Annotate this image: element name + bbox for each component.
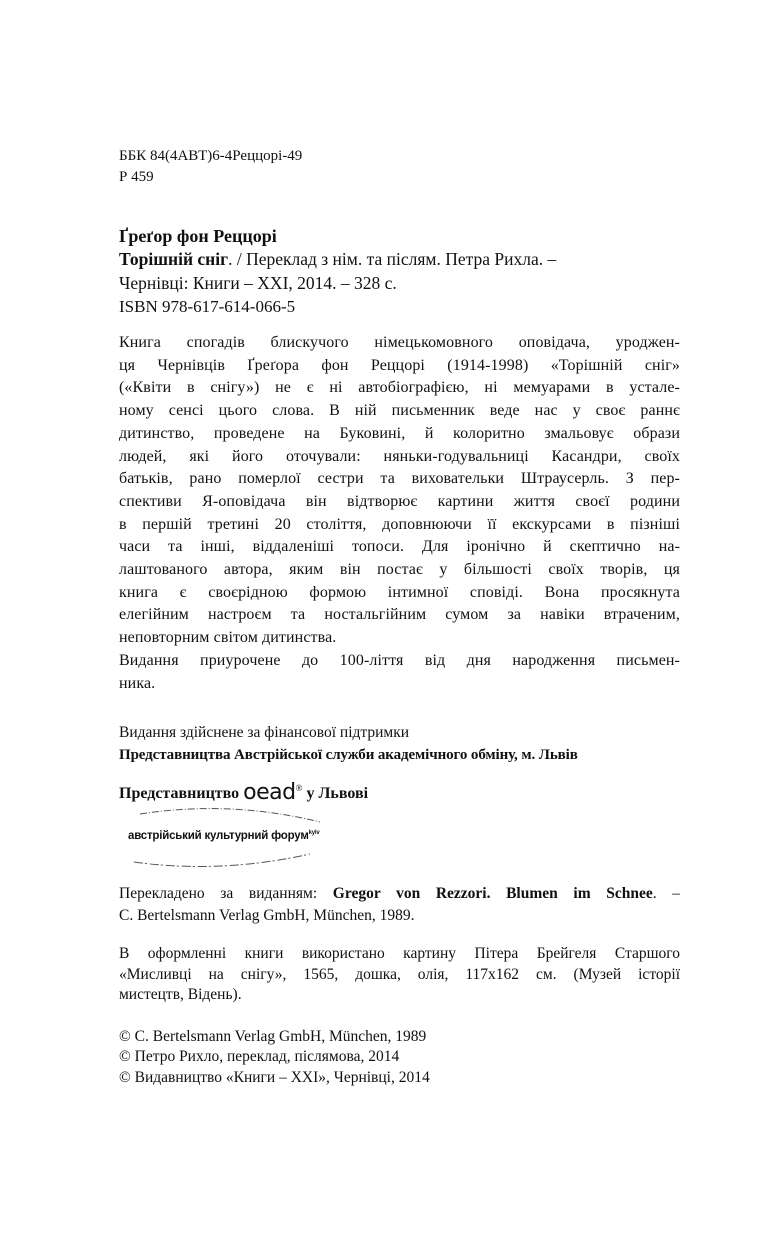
imprint-page — [119, 146, 680, 1088]
annotation-line: ника. — [119, 674, 156, 692]
annotation — [119, 332, 680, 695]
annotation-line: лаштованого автора, яким він постає у більшості своїх творів, ця — [119, 561, 680, 579]
oead-suffix: у Львові — [306, 785, 369, 803]
oead-logo-line — [119, 777, 680, 806]
translated-prefix: Перекладено за виданням: — [119, 885, 318, 903]
annotation-line: батьків, рано померлої сестри та виховательки Штраусерль. З пер- — [119, 470, 680, 488]
translation-source-line — [119, 883, 680, 905]
original-publisher: C. Bertelsmann Verlag GmbH, München, 1989. — [119, 907, 415, 925]
annotation-line: ця Чернівців Ґреґора фон Реццорі (1914-1998) «Торішній сніг» — [119, 356, 680, 374]
translation-source — [119, 883, 680, 927]
forum-logo-text — [128, 830, 320, 842]
copyright-line: © Видавництво «Книги – XXI», Чернівці, 2014 — [119, 1068, 430, 1086]
sponsor-line: Видання здійснене за фінансової підтримки — [119, 724, 410, 742]
design-line: «Мисливці на снігу», 1565, дошка, олія, 117х162 см. (Музей історії — [119, 965, 680, 983]
annotation-line: неповторним світом дитинства. — [119, 629, 337, 647]
annotation-line: Видання приурочене до 100-ліття від дня народження письмен- — [119, 651, 680, 669]
annotation-line: дитинство, проведене на Буковині, й колоритно змальовує образи — [119, 424, 680, 442]
title-line — [119, 247, 680, 271]
annotation-line: книга є своєрідною формою інтимної сповіді. Вона просякнута — [119, 583, 680, 601]
annotation-line: спективи Я-оповідача він відтворює картини життя своєї родини — [119, 492, 680, 510]
imprint-line: Чернівці: Книги – XXI, 2014. – 328 с. — [119, 273, 397, 293]
classification-block — [119, 146, 680, 188]
cover-design-note — [119, 944, 680, 1006]
copyright-line: © C. Bertelsmann Verlag GmbH, München, 1989 — [119, 1027, 427, 1045]
forum-name: австрійський культурний форум — [128, 830, 309, 843]
author-code: Р 459 — [119, 169, 154, 185]
design-line: мистецтв, Відень). — [119, 986, 242, 1004]
registered-mark: ® — [295, 783, 303, 794]
oead-prefix: Представництво — [119, 785, 240, 803]
annotation-line: («Квіти в снігу») не є ні автобіографією, ні мемуарами в устале- — [119, 379, 680, 397]
bbk-code: ББК 84(4АВТ)6-4Реццорі-49 — [119, 148, 303, 164]
isbn: ISBN 978-617-614-066-5 — [119, 297, 296, 316]
sponsor-note — [119, 722, 680, 766]
forum-mark: kyiv — [308, 830, 320, 837]
annotation-line: Книга спогадів блискучого німецькомовного оповідача, уроджен- — [119, 334, 680, 351]
original-title: Gregor von Rezzori. Blumen im Schnee — [332, 885, 653, 903]
copyright-block — [119, 1027, 680, 1089]
oead-logo: oead — [243, 780, 296, 806]
book-title: Торішній сніг — [119, 249, 229, 269]
sponsor-organization: Представництва Австрійської служби академічного обміну, м. Львів — [119, 747, 578, 764]
annotation-line: в першій третині 20 століття, доповнюючи її екскурсами в пізніші — [119, 515, 680, 533]
annotation-line: ному сенсі цього слова. В ній письменник веде нас у своє раннє — [119, 402, 680, 420]
author-name: Ґреґор фон Реццорі — [119, 226, 277, 246]
design-line: В оформленні книги використано картину Пітера Брейгеля Старшого — [119, 945, 680, 963]
copyright-line: © Петро Рихло, переклад, післямова, 2014 — [119, 1048, 400, 1066]
translated-dash: . – — [652, 885, 681, 903]
annotation-line: людей, які його оточували: няньки-годувальниці Касандри, своїх — [119, 447, 680, 465]
austrian-cultural-forum-logo — [120, 806, 335, 870]
annotation-line: елегійним настроєм та ностальгійним сумом за навіки втраченим, — [119, 606, 680, 624]
annotation-line: часи та інші, віддаленіші топоси. Для іронічно й скептично на- — [119, 538, 680, 556]
title-responsibility: . / Переклад з нім. та післям. Петра Рихла. – — [228, 249, 557, 269]
